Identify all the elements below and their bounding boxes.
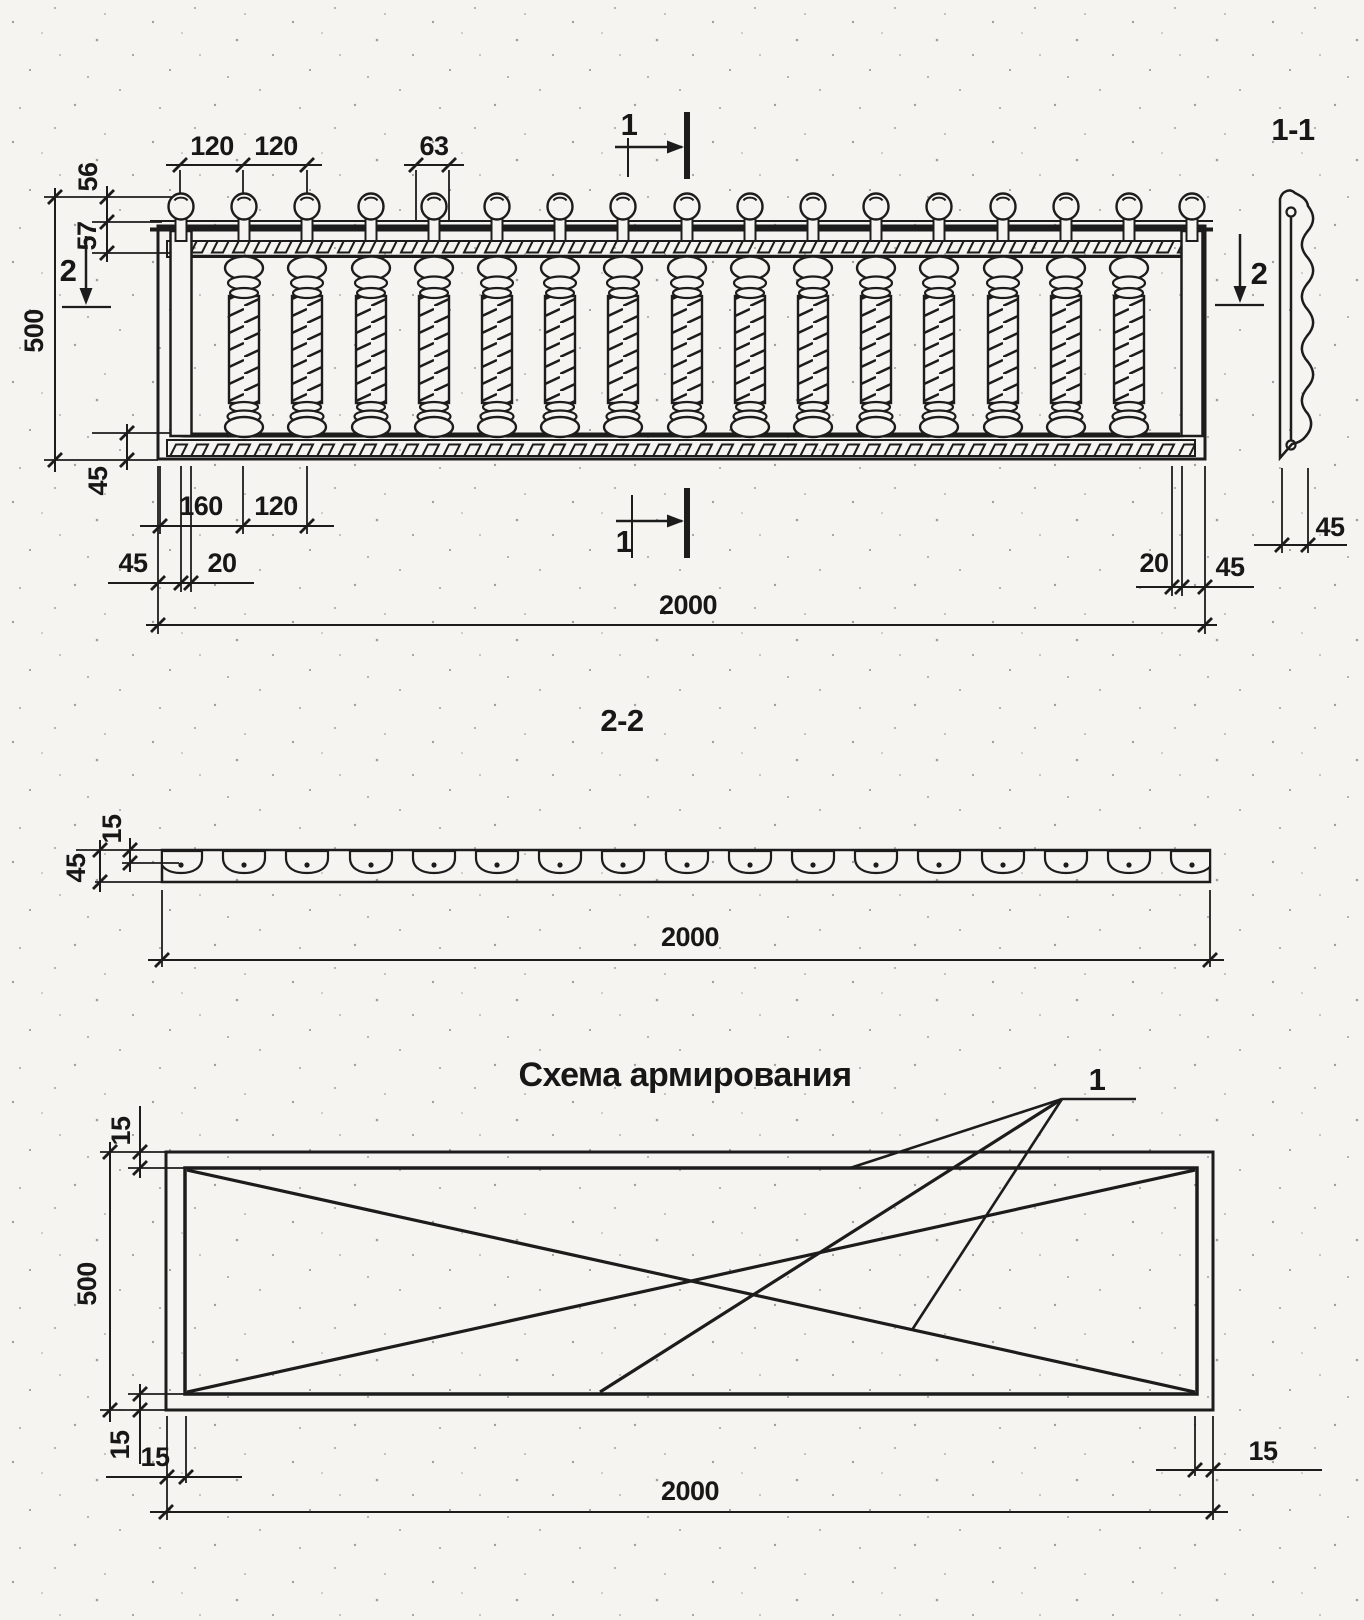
dim-label: 500 [19,309,49,353]
dim-label: 15 [140,1442,170,1472]
dim-label: 45 [83,466,113,496]
section-mark-label: 1 [620,107,638,142]
bottom-rope-moulding [167,440,1195,456]
section-title: 2-2 [600,703,644,738]
dim-label: 45 [1215,552,1245,582]
dim-label: 2000 [658,590,718,620]
rebar-mark-label: 1 [1088,1062,1106,1097]
end-post-left [171,231,192,436]
dim-label: 20 [207,548,237,578]
section-title: 1-1 [1271,112,1315,147]
dim-label: 15 [106,1116,136,1146]
dim-label: 57 [72,221,102,251]
dim-label: 15 [105,1430,135,1460]
dim-label: 120 [254,131,298,161]
section-mark-label: 2 [1250,256,1268,291]
dim-label: 2000 [660,1476,720,1506]
section-mark-label: 1 [615,524,633,559]
dim-label: 15 [97,814,127,844]
dim-label: 2000 [660,922,720,952]
top-rope-moulding [167,241,1195,257]
dim-label: 56 [73,162,103,192]
scheme-title: Схема армирования [518,1056,852,1094]
dim-label: 15 [1248,1436,1278,1466]
dim-label: 120 [190,131,234,161]
dim-label: 45 [118,548,148,578]
section-mark-label: 2 [59,253,77,288]
dim-label: 500 [72,1262,102,1306]
dim-label: 45 [61,853,91,883]
end-post-right [1182,231,1203,436]
dim-label: 20 [1139,548,1169,578]
dim-label: 63 [419,131,449,161]
dim-label: 160 [179,491,223,521]
dim-label: 120 [254,491,298,521]
dim-label: 45 [1315,512,1345,542]
cut-balusters [160,851,1213,873]
